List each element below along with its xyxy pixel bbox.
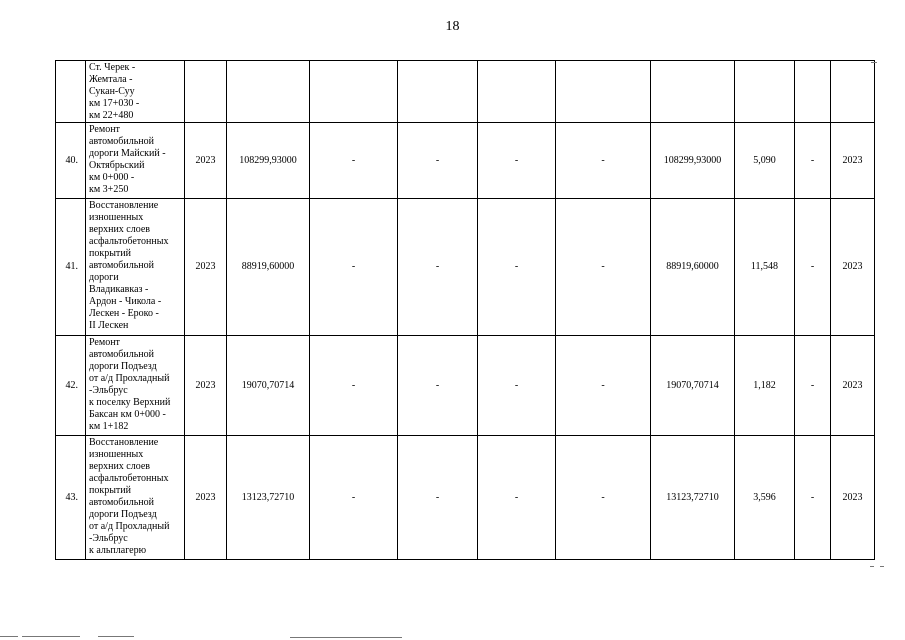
row-number: 42.: [56, 336, 86, 436]
description-line: дороги Майский -: [89, 148, 166, 159]
table-cell: [795, 61, 831, 123]
table-cell: 1,182: [735, 336, 795, 436]
description-line: автомобильной: [89, 136, 154, 147]
description-line: Восстановление: [89, 200, 159, 211]
row-number: 43.: [56, 436, 86, 560]
scan-mark: [880, 566, 884, 567]
description-line: Ст. Черек -: [89, 62, 136, 73]
table-row: [56, 436, 875, 560]
road-description: [86, 123, 185, 199]
table-cell: 5,090: [735, 123, 795, 199]
description-line: км 0+000 -: [89, 172, 135, 183]
table-body: [56, 61, 875, 560]
description-line: км 22+480: [89, 110, 134, 121]
table-cell: 2023: [185, 336, 227, 436]
table-cell: -: [795, 123, 831, 199]
table-cell: 108299,93000: [651, 123, 735, 199]
table-row: [56, 336, 875, 436]
table-cell: [735, 61, 795, 123]
description-line: от а/д Прохладный: [89, 373, 170, 384]
table-cell: -: [795, 436, 831, 560]
description-line: автомобильной: [89, 349, 154, 360]
table-cell: -: [795, 199, 831, 336]
description-line: Баксан км 0+000 -: [89, 409, 166, 420]
table-cell: 11,548: [735, 199, 795, 336]
description-line: Лескен - Ероко -: [89, 308, 159, 319]
scan-mark: [0, 636, 18, 637]
road-repair-table: [55, 60, 875, 560]
table-cell: -: [310, 123, 398, 199]
description-line: изношенных: [89, 449, 144, 460]
description-line: -Эльбрус: [89, 385, 128, 396]
table-cell: [227, 61, 310, 123]
description-line: изношенных: [89, 212, 144, 223]
table-cell: -: [556, 199, 651, 336]
description-line: Ремонт: [89, 124, 120, 135]
description-line: асфальтобетонных: [89, 473, 169, 484]
description-line: к поселку Верхний: [89, 397, 171, 408]
scan-mark: [22, 636, 80, 637]
description-line: покрытий: [89, 248, 132, 259]
table-cell: -: [398, 336, 478, 436]
description-line: Ремонт: [89, 337, 120, 348]
road-description: [86, 199, 185, 336]
description-line: Владикавказ -: [89, 284, 149, 295]
road-description: [86, 61, 185, 123]
description-line: км 17+030 -: [89, 98, 140, 109]
scan-mark: [871, 62, 877, 63]
scan-mark: [870, 566, 874, 567]
table-cell: 2023: [185, 123, 227, 199]
table-cell: 19070,70714: [227, 336, 310, 436]
table-cell: [556, 61, 651, 123]
table-cell: 2023: [185, 436, 227, 560]
road-description: [86, 336, 185, 436]
description-line: Восстановление: [89, 437, 159, 448]
table-cell: [831, 61, 875, 123]
table-cell: 2023: [831, 199, 875, 336]
description-line: Октябрьский: [89, 160, 145, 171]
table-cell: -: [478, 199, 556, 336]
table-row: [56, 199, 875, 336]
description-line: Жемтала -: [89, 74, 133, 85]
table-cell: 88919,60000: [227, 199, 310, 336]
page-number: 18: [445, 19, 460, 34]
description-line: Сукан-Суу: [89, 86, 135, 97]
description-line: асфальтобетонных: [89, 236, 169, 247]
table-cell: 19070,70714: [651, 336, 735, 436]
table-cell: -: [310, 199, 398, 336]
table-cell: -: [310, 436, 398, 560]
road-description: [86, 436, 185, 560]
table-cell: 2023: [185, 199, 227, 336]
description-line: покрытий: [89, 485, 132, 496]
row-number: 41.: [56, 199, 86, 336]
description-line: Ардон - Чикола -: [89, 296, 162, 307]
description-line: автомобильной: [89, 260, 154, 271]
description-line: к альплагерю: [89, 545, 147, 556]
table-cell: -: [795, 336, 831, 436]
description-line: км 3+250: [89, 184, 129, 195]
table-cell: -: [556, 123, 651, 199]
description-line: -Эльбрус: [89, 533, 128, 544]
table-cell: [651, 61, 735, 123]
description-line: автомобильной: [89, 497, 154, 508]
description-line: дороги Подъезд: [89, 509, 157, 520]
description-line: верхних слоев: [89, 224, 151, 235]
description-line: дороги Подъезд: [89, 361, 157, 372]
table-cell: 88919,60000: [651, 199, 735, 336]
table-row: [56, 61, 875, 123]
table-cell: -: [478, 336, 556, 436]
table-cell: 2023: [831, 336, 875, 436]
scan-mark: [290, 637, 402, 638]
table-cell: [310, 61, 398, 123]
table-cell: -: [398, 436, 478, 560]
table-cell: -: [310, 336, 398, 436]
description-line: км 1+182: [89, 421, 129, 432]
scan-mark: [98, 636, 134, 637]
table-row: [56, 123, 875, 199]
table-cell: 3,596: [735, 436, 795, 560]
table-cell: -: [556, 436, 651, 560]
description-line: верхних слоев: [89, 461, 151, 472]
table-cell: [478, 61, 556, 123]
table-cell: 13123,72710: [651, 436, 735, 560]
row-number: 40.: [56, 123, 86, 199]
table-cell: -: [556, 336, 651, 436]
description-line: от а/д Прохладный: [89, 521, 170, 532]
table-cell: [398, 61, 478, 123]
table-cell: -: [398, 199, 478, 336]
table-cell: 108299,93000: [227, 123, 310, 199]
table-cell: 2023: [831, 436, 875, 560]
table-cell: -: [398, 123, 478, 199]
table-cell: 2023: [831, 123, 875, 199]
table-cell: [185, 61, 227, 123]
description-line: дороги: [89, 272, 119, 283]
table-cell: -: [478, 436, 556, 560]
table-cell: -: [478, 123, 556, 199]
description-line: II Лескен: [89, 320, 129, 331]
table-cell: 13123,72710: [227, 436, 310, 560]
row-number: [56, 61, 86, 123]
